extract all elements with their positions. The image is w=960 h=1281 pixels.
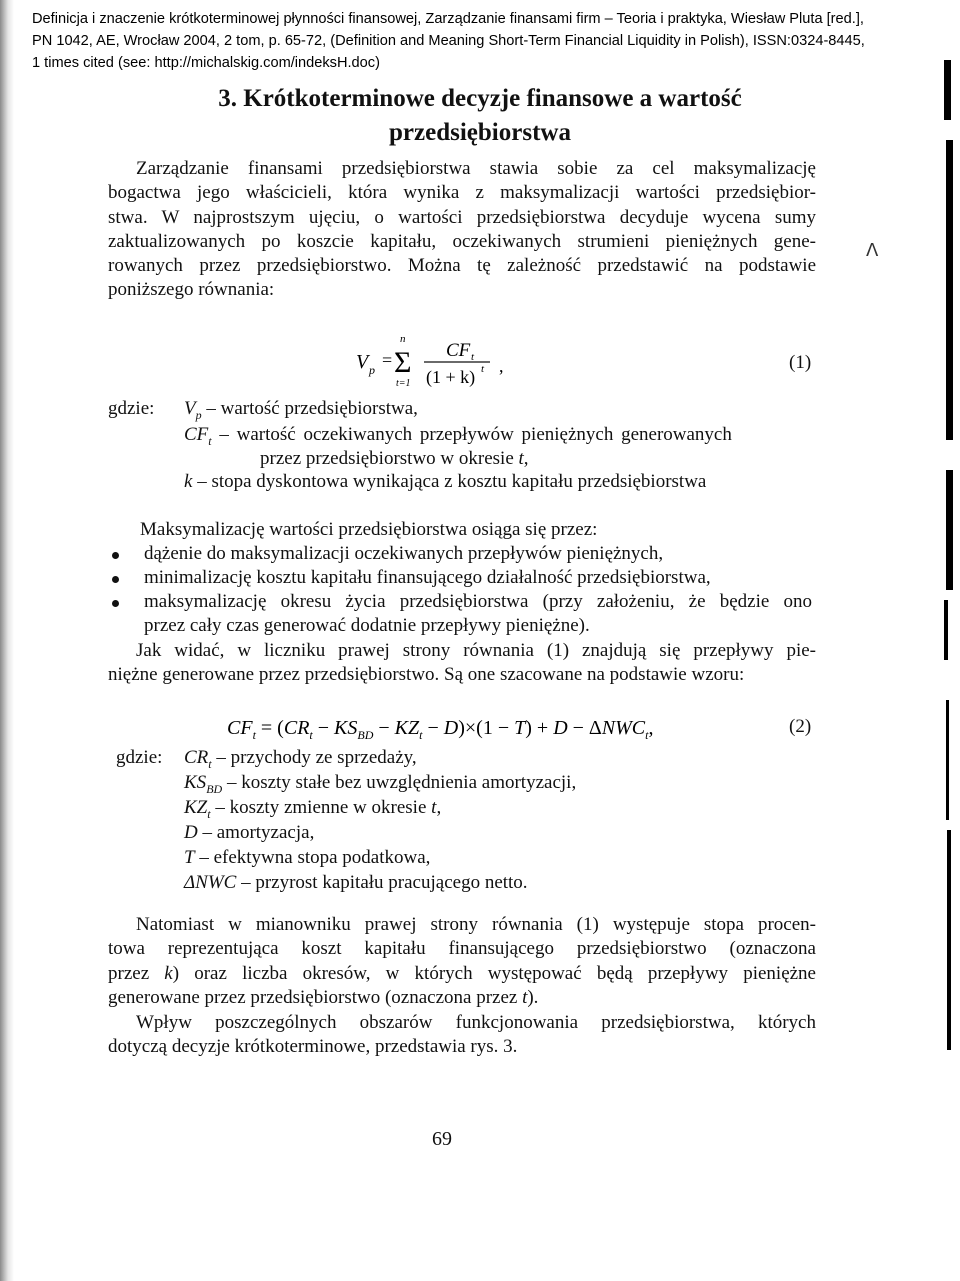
paragraph-figure-ref: Wpływ poszczególnych obszarów funkcjonowania przedsiębiorstwa, których dotyczą decyzje krótkoterminowe, przedstawia rys. 3. bbox=[108, 1012, 816, 1058]
definition-cft: $CF_t$ – wartość oczekiwanych przepływów pieniężnych generowanych bbox=[184, 424, 732, 448]
paragraph-cashflows: Jak widać, w liczniku prawej strony równania (1) znajdują się przepływy pie- niężne generowane przez przedsiębiorstwo. Są one szacowane na podstawie wzoru: bbox=[108, 640, 816, 686]
definition-cr: $CR_t$ – przychody ze sprzedaży, bbox=[184, 747, 417, 771]
svg-text:CF: CF bbox=[446, 340, 471, 361]
svg-text:p: p bbox=[369, 363, 375, 377]
definition-ks: $KS_{BD}$ – koszty stałe bez uwzględnienia amortyzacji, bbox=[184, 772, 577, 796]
definition-cft-cont: przez przedsiębiorstwo w okresie t, bbox=[260, 448, 529, 469]
page-number: 69 bbox=[432, 1128, 452, 1150]
equation-1-number: (1) bbox=[789, 352, 812, 373]
section-title: 3. Krótkoterminowe decyzje finansowe a wartość przedsiębiorstwa bbox=[218, 85, 742, 146]
definition-k: k – stopa dyskontowa wynikająca z kosztu kapitału przedsiębiorstwa bbox=[184, 471, 707, 492]
definition-t: T – efektywna stopa podatkowa, bbox=[184, 847, 431, 868]
gdzie-label: gdzie: bbox=[108, 398, 155, 419]
citation-header bbox=[32, 8, 922, 74]
svg-text:t: t bbox=[471, 351, 475, 363]
paragraph-denominator: Natomiast w mianowniku prawej strony równania (1) występuje stopa procen- towa reprezentująca koszt kapitału finansującego przedsiębiorstwo (oznaczona przez k) oraz liczba okresów, w których występować będą przepływy pieniężne generowane przez przedsiębiorstwo (oznaczona przez t). bbox=[108, 914, 816, 1008]
citation-line: PN 1042, AE, Wrocław 2004, 2 tom, p. 65-72, (Definition and Meaning Short-Term Financial Liquidity in Polish), ISSN:0324-8445, bbox=[32, 33, 865, 49]
bullet-dot bbox=[112, 552, 119, 559]
svg-text:n: n bbox=[400, 333, 406, 345]
definition-vp: $V_p$ – wartość przedsiębiorstwa, bbox=[184, 398, 418, 422]
equation-1 bbox=[350, 328, 520, 392]
svg-text:Σ: Σ bbox=[394, 346, 412, 379]
definition-dnwc: ΔNWC – przyrost kapitału pracującego netto. bbox=[184, 872, 528, 893]
svg-text:CFt = (CRt − KSBD − KZt − D)×(: $CF_t = (CR_t - KS_{BD} - KZ_t - D)\times(1 - T) + D - \Delta NWC_t$, bbox=[227, 717, 654, 742]
equation-2-number: (2) bbox=[789, 716, 812, 737]
gdzie-label: gdzie: bbox=[116, 747, 163, 768]
equation-2 bbox=[225, 708, 705, 744]
citation-line: Definicja i znaczenie krótkoterminowej płynności finansowej, Zarządzanie finansami firm – Teoria i praktyka, Wiesław Pluta [red.], bbox=[32, 11, 864, 27]
svg-text:(1 + k): (1 + k) bbox=[426, 367, 476, 387]
bullet-dot bbox=[112, 576, 119, 583]
margin-handwritten-mark: ᐱ bbox=[866, 240, 879, 260]
bullet-dot bbox=[112, 600, 119, 607]
svg-text:=: = bbox=[382, 350, 393, 370]
bullet-item: minimalizację kosztu kapitału finansującego działalność przedsiębiorstwa, bbox=[144, 567, 711, 588]
bullet-item: dążenie do maksymalizacji oczekiwanych przepływów pieniężnych, bbox=[144, 543, 664, 564]
citation-line: 1 times cited (see: http://michalskig.com/indeksH.doc) bbox=[32, 55, 380, 71]
svg-text:,: , bbox=[499, 356, 504, 376]
paragraph-intro: Zarządzanie finansami przedsiębiorstwa stawia sobie za cel maksymalizację bogactwa jego właścicieli, która wynika z maksymalizacji wartości przedsiębior- stwa. W najprostszym ujęciu, o wartości przedsiębiorstwa decyduje wycena sumy zaktualizowanych po koszcie kapitału, oczekiwanych strumieni pieniężnych gene- rowanych przez przedsiębiorstwo. Można tę zależność przedstawić na podstawie poniższego równania: bbox=[108, 158, 816, 301]
scan-shadow-left bbox=[0, 0, 14, 1281]
bullet-item: maksymalizację okresu życia przedsiębiorstwa (przy założeniu, że będzie ono przez cały czas generować dodatnie przepływy pieniężne). bbox=[144, 591, 812, 637]
svg-text:t=1: t=1 bbox=[396, 378, 411, 389]
svg-text:t: t bbox=[481, 363, 485, 375]
definition-kz: $KZ_t$ – koszty zmienne w okresie t, bbox=[184, 797, 442, 821]
scan-shadow-right bbox=[920, 0, 960, 1281]
bullets-intro: Maksymalizację wartości przedsiębiorstwa osiąga się przez: bbox=[140, 519, 598, 540]
definition-d: D – amortyzacja, bbox=[184, 822, 315, 843]
svg-text:V: V bbox=[356, 351, 369, 373]
